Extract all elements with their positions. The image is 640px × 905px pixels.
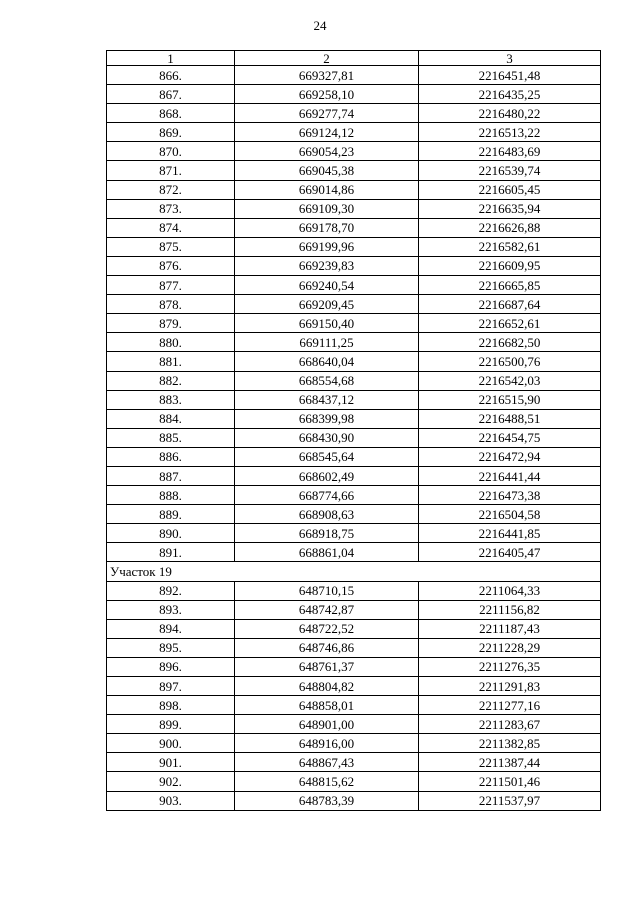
x-coordinate-cell: 668554,68 <box>235 371 419 390</box>
table-row <box>107 696 601 715</box>
table-row <box>107 505 601 524</box>
y-coordinate-cell: 2216454,75 <box>419 428 601 447</box>
x-coordinate-cell: 668918,75 <box>235 524 419 543</box>
table-row <box>107 314 601 333</box>
point-number-cell: 886. <box>107 447 235 466</box>
table-row <box>107 256 601 275</box>
y-coordinate-cell: 2211228,29 <box>419 638 601 657</box>
table-row <box>107 600 601 619</box>
y-coordinate-cell: 2216500,76 <box>419 352 601 371</box>
table-row <box>107 772 601 791</box>
point-number-cell: 879. <box>107 314 235 333</box>
y-coordinate-cell: 2211276,35 <box>419 657 601 676</box>
x-coordinate-cell: 648867,43 <box>235 753 419 772</box>
y-coordinate-cell: 2211156,82 <box>419 600 601 619</box>
point-number-cell: 881. <box>107 352 235 371</box>
x-coordinate-cell: 648858,01 <box>235 696 419 715</box>
x-coordinate-cell: 668774,66 <box>235 486 419 505</box>
table-row <box>107 104 601 123</box>
x-coordinate-cell: 648916,00 <box>235 734 419 753</box>
y-coordinate-cell: 2216605,45 <box>419 180 601 199</box>
x-coordinate-cell: 669014,86 <box>235 180 419 199</box>
x-coordinate-cell: 648761,37 <box>235 657 419 676</box>
point-number-cell: 875. <box>107 237 235 256</box>
table-row <box>107 409 601 428</box>
y-coordinate-cell: 2216504,58 <box>419 505 601 524</box>
y-coordinate-cell: 2216682,50 <box>419 333 601 352</box>
coordinates-table <box>106 50 601 811</box>
x-coordinate-cell: 668437,12 <box>235 390 419 409</box>
point-number-cell: 869. <box>107 123 235 142</box>
x-coordinate-cell: 648815,62 <box>235 772 419 791</box>
page-number: 24 <box>313 18 327 33</box>
point-number-cell: 885. <box>107 428 235 447</box>
table-row <box>107 371 601 390</box>
point-number-cell: 878. <box>107 295 235 314</box>
table-header-row <box>107 51 601 66</box>
point-number-cell: 866. <box>107 66 235 85</box>
x-coordinate-cell: 669209,45 <box>235 295 419 314</box>
y-coordinate-cell: 2216539,74 <box>419 161 601 180</box>
table-row <box>107 66 601 85</box>
point-number-cell: 880. <box>107 333 235 352</box>
point-number-cell: 901. <box>107 753 235 772</box>
y-coordinate-cell: 2216441,44 <box>419 466 601 485</box>
x-coordinate-cell: 669277,74 <box>235 104 419 123</box>
y-coordinate-cell: 2216515,90 <box>419 390 601 409</box>
point-number-cell: 891. <box>107 543 235 562</box>
table-row <box>107 123 601 142</box>
x-coordinate-cell: 648746,86 <box>235 638 419 657</box>
x-coordinate-cell: 668399,98 <box>235 409 419 428</box>
table-row <box>107 85 601 104</box>
section-row <box>107 562 601 581</box>
point-number-cell: 871. <box>107 161 235 180</box>
y-coordinate-cell: 2216483,69 <box>419 142 601 161</box>
point-number-cell: 897. <box>107 677 235 696</box>
y-coordinate-cell: 2216582,61 <box>419 237 601 256</box>
point-number-cell: 894. <box>107 619 235 638</box>
point-number-cell: 883. <box>107 390 235 409</box>
column-header-x: 2 <box>235 51 419 66</box>
table-row <box>107 715 601 734</box>
y-coordinate-cell: 2211501,46 <box>419 772 601 791</box>
point-number-cell: 867. <box>107 85 235 104</box>
point-number-cell: 887. <box>107 466 235 485</box>
point-number-cell: 872. <box>107 180 235 199</box>
table-row <box>107 524 601 543</box>
table-row <box>107 352 601 371</box>
point-number-cell: 888. <box>107 486 235 505</box>
y-coordinate-cell: 2211387,44 <box>419 753 601 772</box>
table-row <box>107 447 601 466</box>
y-coordinate-cell: 2216609,95 <box>419 256 601 275</box>
x-coordinate-cell: 648722,52 <box>235 619 419 638</box>
x-coordinate-cell: 668908,63 <box>235 505 419 524</box>
x-coordinate-cell: 669199,96 <box>235 237 419 256</box>
x-coordinate-cell: 669258,10 <box>235 85 419 104</box>
table-row <box>107 677 601 696</box>
table-row <box>107 333 601 352</box>
table-row <box>107 791 601 810</box>
table-row <box>107 486 601 505</box>
x-coordinate-cell: 669111,25 <box>235 333 419 352</box>
table-row <box>107 237 601 256</box>
table-row <box>107 581 601 600</box>
y-coordinate-cell: 2216473,38 <box>419 486 601 505</box>
x-coordinate-cell: 669178,70 <box>235 218 419 237</box>
x-coordinate-cell: 668861,04 <box>235 543 419 562</box>
table-row <box>107 390 601 409</box>
point-number-cell: 900. <box>107 734 235 753</box>
x-coordinate-cell: 669327,81 <box>235 66 419 85</box>
y-coordinate-cell: 2211537,97 <box>419 791 601 810</box>
y-coordinate-cell: 2216665,85 <box>419 276 601 295</box>
y-coordinate-cell: 2216472,94 <box>419 447 601 466</box>
x-coordinate-cell: 668640,04 <box>235 352 419 371</box>
y-coordinate-cell: 2216405,47 <box>419 543 601 562</box>
point-number-cell: 882. <box>107 371 235 390</box>
column-header-y: 3 <box>419 51 601 66</box>
y-coordinate-cell: 2216687,64 <box>419 295 601 314</box>
y-coordinate-cell: 2211187,43 <box>419 619 601 638</box>
point-number-cell: 884. <box>107 409 235 428</box>
point-number-cell: 893. <box>107 600 235 619</box>
x-coordinate-cell: 648710,15 <box>235 581 419 600</box>
table-row <box>107 734 601 753</box>
point-number-cell: 890. <box>107 524 235 543</box>
y-coordinate-cell: 2216626,88 <box>419 218 601 237</box>
table-row <box>107 753 601 772</box>
y-coordinate-cell: 2216542,03 <box>419 371 601 390</box>
table-row <box>107 295 601 314</box>
table-row <box>107 218 601 237</box>
y-coordinate-cell: 2211382,85 <box>419 734 601 753</box>
x-coordinate-cell: 669054,23 <box>235 142 419 161</box>
y-coordinate-cell: 2211064,33 <box>419 581 601 600</box>
point-number-cell: 902. <box>107 772 235 791</box>
x-coordinate-cell: 648804,82 <box>235 677 419 696</box>
table-row <box>107 657 601 676</box>
point-number-cell: 874. <box>107 218 235 237</box>
point-number-cell: 876. <box>107 256 235 275</box>
y-coordinate-cell: 2216652,61 <box>419 314 601 333</box>
table-body <box>107 66 601 811</box>
point-number-cell: 868. <box>107 104 235 123</box>
point-number-cell: 873. <box>107 199 235 218</box>
table-row <box>107 619 601 638</box>
point-number-cell: 898. <box>107 696 235 715</box>
y-coordinate-cell: 2211283,67 <box>419 715 601 734</box>
x-coordinate-cell: 669045,38 <box>235 161 419 180</box>
x-coordinate-cell: 669150,40 <box>235 314 419 333</box>
point-number-cell: 877. <box>107 276 235 295</box>
y-coordinate-cell: 2216513,22 <box>419 123 601 142</box>
x-coordinate-cell: 668545,64 <box>235 447 419 466</box>
table-row <box>107 466 601 485</box>
point-number-cell: 903. <box>107 791 235 810</box>
x-coordinate-cell: 648783,39 <box>235 791 419 810</box>
point-number-cell: 892. <box>107 581 235 600</box>
x-coordinate-cell: 668430,90 <box>235 428 419 447</box>
y-coordinate-cell: 2211291,83 <box>419 677 601 696</box>
point-number-cell: 870. <box>107 142 235 161</box>
point-number-cell: 899. <box>107 715 235 734</box>
y-coordinate-cell: 2216488,51 <box>419 409 601 428</box>
column-header-point: 1 <box>107 51 235 66</box>
x-coordinate-cell: 648901,00 <box>235 715 419 734</box>
x-coordinate-cell: 669124,12 <box>235 123 419 142</box>
table-row <box>107 543 601 562</box>
x-coordinate-cell: 668602,49 <box>235 466 419 485</box>
table-row <box>107 180 601 199</box>
x-coordinate-cell: 669239,83 <box>235 256 419 275</box>
y-coordinate-cell: 2216451,48 <box>419 66 601 85</box>
table-row <box>107 199 601 218</box>
y-coordinate-cell: 2216480,22 <box>419 104 601 123</box>
x-coordinate-cell: 669109,30 <box>235 199 419 218</box>
y-coordinate-cell: 2211277,16 <box>419 696 601 715</box>
section-label: Участок 19 <box>107 562 601 581</box>
x-coordinate-cell: 669240,54 <box>235 276 419 295</box>
point-number-cell: 896. <box>107 657 235 676</box>
y-coordinate-cell: 2216635,94 <box>419 199 601 218</box>
table-row <box>107 161 601 180</box>
table-row <box>107 428 601 447</box>
table-row <box>107 638 601 657</box>
y-coordinate-cell: 2216441,85 <box>419 524 601 543</box>
point-number-cell: 889. <box>107 505 235 524</box>
point-number-cell: 895. <box>107 638 235 657</box>
table-row <box>107 142 601 161</box>
x-coordinate-cell: 648742,87 <box>235 600 419 619</box>
y-coordinate-cell: 2216435,25 <box>419 85 601 104</box>
table-row <box>107 276 601 295</box>
